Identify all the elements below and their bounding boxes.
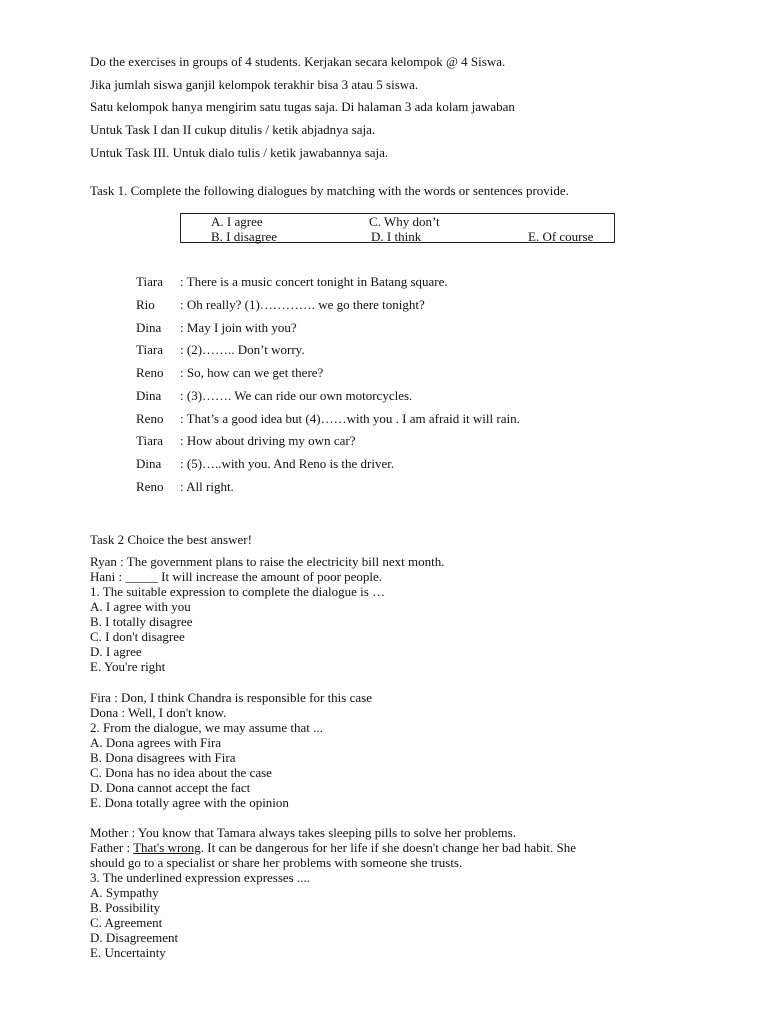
dialogue-speaker: Dina — [136, 456, 162, 471]
answer-option: B. Dona disagrees with Fira — [90, 750, 236, 765]
dialogue-speaker: Reno — [136, 479, 164, 494]
answer-option: E. Uncertainty — [90, 945, 166, 960]
father-rest: . It can be dangerous for her life if she doesn't change her bad habit. She — [200, 840, 577, 855]
dialogue-line: : There is a music concert tonight in Batang square. — [180, 274, 448, 289]
answer-option: C. Dona has no idea about the case — [90, 765, 272, 780]
dialogue-speaker: Reno — [136, 411, 164, 426]
choice-box — [180, 213, 615, 243]
answer-option: C. I don't disagree — [90, 629, 185, 644]
dialogue-line: Fira : Don, I think Chandra is responsible for this case — [90, 690, 372, 705]
question-text: 2. From the dialogue, we may assume that ... — [90, 720, 323, 735]
instruction-line: Jika jumlah siswa ganjil kelompok terakhir bisa 3 atau 5 siswa. — [90, 77, 419, 92]
question-text: 3. The underlined expression expresses .... — [90, 870, 310, 885]
dialogue-speaker: Rio — [136, 297, 155, 312]
dialogue-speaker: Reno — [136, 365, 164, 380]
answer-option: E. Dona totally agree with the opinion — [90, 795, 289, 810]
dialogue-line: : Oh really? (1)…………. we go there tonight? — [180, 297, 425, 312]
instruction-line: Untuk Task III. Untuk dialo tulis / ketik jawabannya saja. — [90, 145, 389, 160]
dialogue-line: : So, how can we get there? — [180, 365, 324, 380]
choice-a: A. I agree — [211, 214, 263, 229]
dialogue-line: : That’s a good idea but (4)……with you . I am afraid it will rain. — [180, 411, 520, 426]
answer-option: A. I agree with you — [90, 599, 191, 614]
dialogue-speaker: Dina — [136, 388, 162, 403]
choice-d: D. I think — [371, 229, 422, 244]
task1-heading: Task 1. Complete the following dialogues by matching with the words or sentences provide. — [90, 183, 569, 198]
answer-option: A. Sympathy — [90, 885, 159, 900]
answer-option: D. I agree — [90, 644, 142, 659]
dialogue-speaker: Tiara — [136, 342, 163, 357]
answer-option: A. Dona agrees with Fira — [90, 735, 222, 750]
answer-option: D. Disagreement — [90, 930, 179, 945]
dialogue-speaker: Dina — [136, 320, 162, 335]
dialogue-line: : May I join with you? — [180, 320, 297, 335]
dialogue-speaker: Tiara — [136, 433, 163, 448]
instruction-line: Untuk Task I dan II cukup ditulis / ketik abjadnya saja. — [90, 122, 376, 137]
dialogue-line: Hani : _____ It will increase the amount of poor people. — [90, 569, 383, 584]
dialogue-line — [90, 840, 576, 855]
dialogue-line: : (2)…….. Don’t worry. — [180, 342, 305, 357]
dialogue-line: : (3)……. We can ride our own motorcycles. — [180, 388, 413, 403]
task2-heading: Task 2 Choice the best answer! — [90, 532, 252, 547]
dialogue-line: : All right. — [180, 479, 234, 494]
choice-c: C. Why don’t — [369, 214, 440, 229]
dialogue-speaker: Tiara — [136, 274, 163, 289]
instruction-line: Do the exercises in groups of 4 students. Kerjakan secara kelompok @ 4 Siswa. — [90, 54, 506, 69]
answer-option: E. You're right — [90, 659, 166, 674]
choice-e: E. Of course — [528, 229, 594, 244]
father-prefix: Father : — [90, 840, 134, 855]
dialogue-line: : How about driving my own car? — [180, 433, 356, 448]
dialogue-line: Mother : You know that Tamara always takes sleeping pills to solve her problems. — [90, 825, 516, 840]
question-text: 1. The suitable expression to complete the dialogue is … — [90, 584, 386, 599]
dialogue-line: Dona : Well, I don't know. — [90, 705, 227, 720]
dialogue-line: : (5)…..with you. And Reno is the driver. — [180, 456, 395, 471]
dialogue-line: should go to a specialist or share her problems with someone she trusts. — [90, 855, 463, 870]
underlined-expression: That's wrong — [133, 840, 201, 855]
answer-option: D. Dona cannot accept the fact — [90, 780, 251, 795]
answer-option: B. Possibility — [90, 900, 161, 915]
dialogue-line: Ryan : The government plans to raise the electricity bill next month. — [90, 554, 445, 569]
answer-option: C. Agreement — [90, 915, 163, 930]
choice-b: B. I disagree — [211, 229, 278, 244]
answer-option: B. I totally disagree — [90, 614, 193, 629]
instruction-line: Satu kelompok hanya mengirim satu tugas saja. Di halaman 3 ada kolam jawaban — [90, 99, 515, 114]
